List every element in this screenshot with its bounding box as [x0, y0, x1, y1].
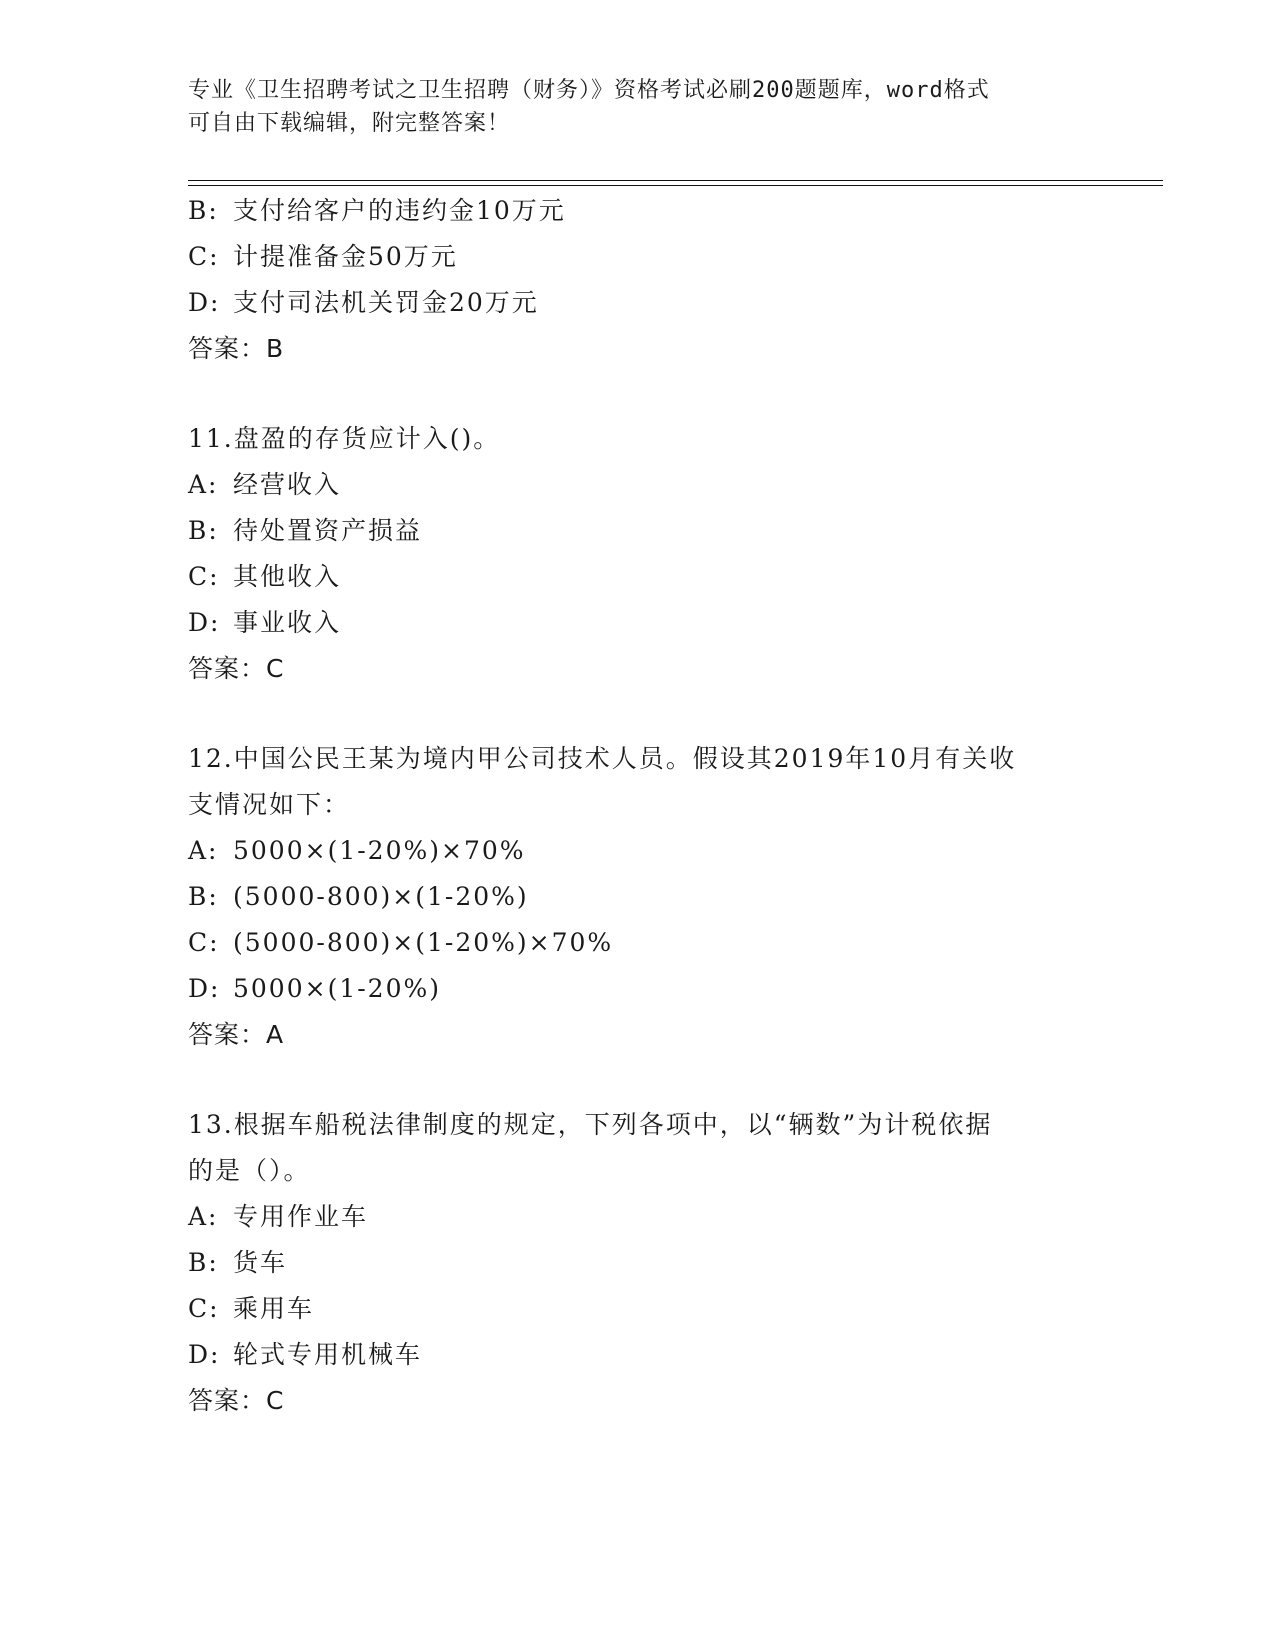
answer-line: 答案：B [188, 334, 285, 363]
answer-line: 答案：C [188, 1386, 285, 1415]
option-a [188, 828, 1088, 874]
option-letter: C: [188, 928, 220, 957]
option-c [188, 1286, 1088, 1332]
question-fragment [188, 188, 1088, 372]
question-spacer [188, 372, 1088, 416]
option-c [188, 920, 1088, 966]
option-text: 其他收入 [233, 562, 342, 591]
answer-line: 答案：C [188, 654, 285, 683]
option-b [188, 508, 1088, 554]
option-letter: A: [188, 836, 219, 865]
option-text: 轮式专用机械车 [233, 1340, 423, 1369]
question-13 [188, 1102, 1088, 1424]
option-text: (5000-800)×(1-20%)×70% [233, 928, 614, 957]
option-text: (5000-800)×(1-20%) [233, 882, 529, 911]
option-letter: B: [188, 516, 219, 545]
option-letter: D: [188, 288, 221, 317]
option-text: 5000×(1-20%) [233, 974, 441, 1003]
option-letter: B: [188, 882, 219, 911]
question-spacer [188, 1058, 1088, 1102]
option-text: 事业收入 [233, 608, 342, 637]
question-stem: 11.盘盈的存货应计入()。 [188, 424, 501, 453]
option-letter: D: [188, 1340, 221, 1369]
header-title-line-2: 可自由下载编辑，附完整答案！ [188, 111, 511, 136]
option-text: 计提准备金50万元 [233, 242, 458, 271]
question-12 [188, 736, 1088, 1058]
option-text: 支付司法机关罚金20万元 [233, 288, 539, 317]
option-letter: B: [188, 1248, 219, 1277]
option-text: 5000×(1-20%)×70% [233, 836, 526, 865]
option-d [188, 280, 1088, 326]
option-b [188, 1240, 1088, 1286]
option-letter: C: [188, 242, 220, 271]
option-d [188, 1332, 1088, 1378]
option-text: 乘用车 [233, 1294, 315, 1323]
answer-line: 答案：A [188, 1020, 285, 1049]
option-b [188, 188, 1088, 234]
option-a [188, 1194, 1088, 1240]
option-b [188, 874, 1088, 920]
option-letter: B: [188, 196, 219, 225]
header-divider-top [188, 180, 1163, 181]
option-d [188, 966, 1088, 1012]
option-c [188, 234, 1088, 280]
option-letter: A: [188, 1202, 219, 1231]
question-11 [188, 416, 1088, 692]
option-letter: C: [188, 1294, 220, 1323]
option-letter: C: [188, 562, 220, 591]
question-list [188, 188, 1088, 1424]
option-text: 专用作业车 [233, 1202, 369, 1231]
option-a [188, 462, 1088, 508]
option-letter: A: [188, 470, 219, 499]
header-divider-bottom [188, 185, 1163, 186]
option-letter: D: [188, 974, 221, 1003]
question-spacer [188, 692, 1088, 736]
option-letter: D: [188, 608, 221, 637]
document-header [188, 74, 1088, 140]
question-stem-continued: 的是（）。 [188, 1156, 311, 1185]
option-text: 货车 [233, 1248, 288, 1277]
option-text: 待处置资产损益 [233, 516, 423, 545]
question-stem: 13.根据车船税法律制度的规定，下列各项中，以“辆数”为计税依据 [188, 1110, 993, 1139]
question-stem-continued: 支情况如下： [188, 790, 351, 819]
option-text: 支付给客户的违约金10万元 [233, 196, 566, 225]
question-stem: 12.中国公民王某为境内甲公司技术人员。假设其2019年10月有关收 [188, 744, 1017, 773]
option-text: 经营收入 [233, 470, 342, 499]
header-title-line-1: 专业《卫生招聘考试之卫生招聘（财务）》资格考试必刷200题题库，word格式 [188, 78, 990, 103]
option-d [188, 600, 1088, 646]
option-c [188, 554, 1088, 600]
